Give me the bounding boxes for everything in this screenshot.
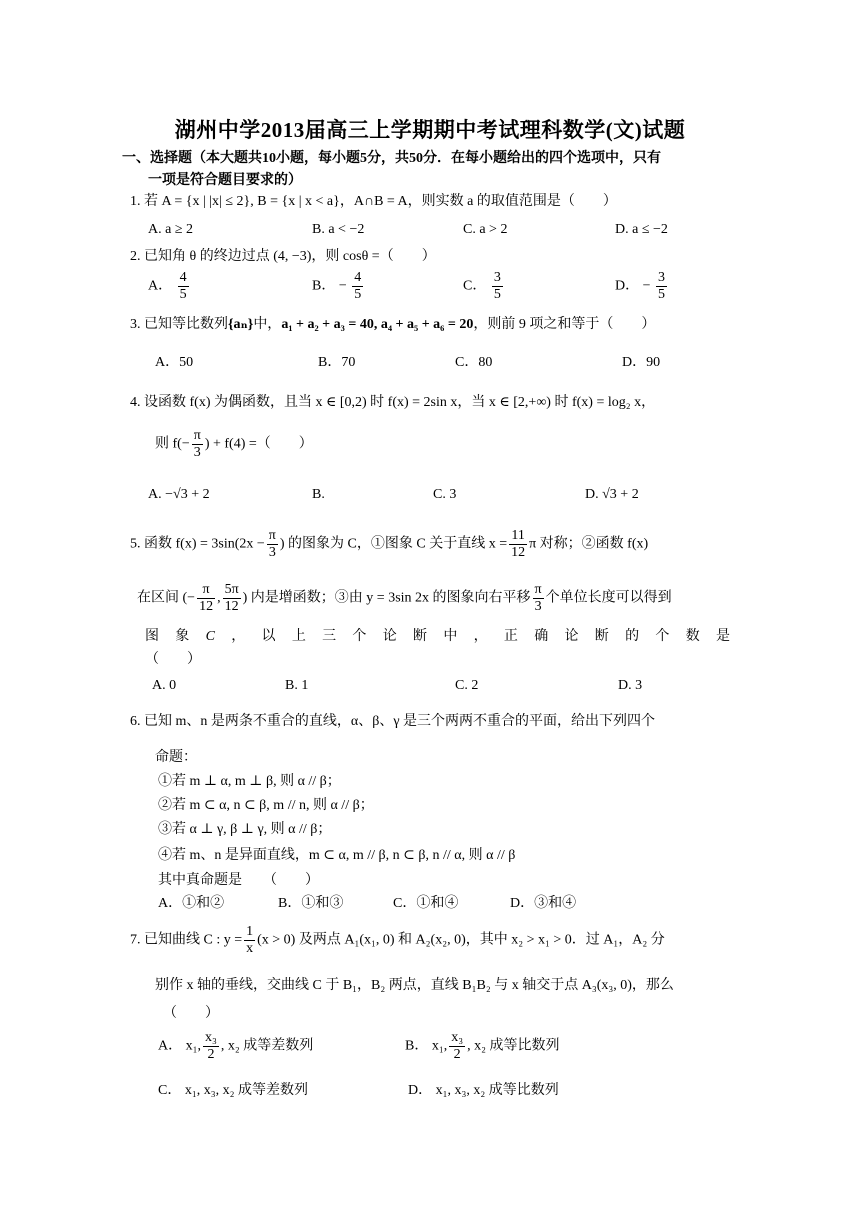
q5-l2-den2: 12 <box>223 598 241 615</box>
q1-stem: 1. 若 A = {x | |x| ≤ 2}, B = {x | x < a}，A∩B = A，则实数 a 的取值范围是（ ） <box>130 194 617 209</box>
q3-option-b: B．70 <box>318 355 356 370</box>
q7-l1-a: 7. 已知曲线 C : y = <box>130 932 243 948</box>
q5-l3-w4: 以 <box>261 629 276 644</box>
q3-option-a: A．50 <box>155 355 194 370</box>
q5-l3-w9: 断 <box>413 629 428 644</box>
q5-l3-w8: 论 <box>382 629 397 644</box>
q1-option-c: C. a > 2 <box>463 222 508 237</box>
q4-fraction <box>192 428 203 461</box>
q7-a-post: , x₂ 成等差数列 <box>220 1038 314 1054</box>
q7-b-fraction <box>449 1030 465 1063</box>
q7-b-den: 2 <box>449 1046 465 1063</box>
q5-l2-fraction3 <box>533 582 544 615</box>
q7-line3: （ ） <box>163 1006 219 1021</box>
q6-proposition-4: ④若 m、n 是异面直线，m ⊂ α, m // β, n ⊂ β, n // α, 则 α // β <box>158 848 516 863</box>
q2-a-label: A． <box>148 278 173 294</box>
q5-l1-fraction <box>267 528 278 561</box>
q5-l3-w14: 论 <box>564 629 579 644</box>
q3-option-c: C．80 <box>455 355 493 370</box>
q5-l3-w15: 断 <box>594 629 609 644</box>
q5-l3-w1: 象 <box>175 629 190 644</box>
q3-option-d: D．90 <box>622 355 661 370</box>
q2-option-a <box>148 270 191 303</box>
q7-b-num: x₃ <box>451 1030 464 1045</box>
q2-option-b <box>312 270 365 303</box>
q3-stem <box>130 315 655 335</box>
q2-c-num: 3 <box>493 270 501 285</box>
q5-option-a: A. 0 <box>152 678 177 693</box>
q6-stem-line2: 命题： <box>155 750 197 765</box>
q1-option-b: B. a < −2 <box>312 222 365 237</box>
q5-l3-w13: 确 <box>534 629 549 644</box>
q1-option-d: D. a ≤ −2 <box>615 222 668 237</box>
q4-option-b: B. <box>312 487 325 502</box>
q4-option-c: C. 3 <box>433 487 457 502</box>
q7-a-num: x₃ <box>205 1030 217 1045</box>
q3-stem-e: ，则前 9 项之和等于（ ） <box>473 317 656 332</box>
q3-condition: a₁ + a₂ + a₃ = 40, a₄ + a₅ + a₆ = 20 <box>281 317 474 332</box>
q2-option-d <box>615 270 669 303</box>
q5-l3-w11: ， <box>473 629 488 644</box>
q7-line2: 别作 x 轴的垂线，交曲线 C 于 B₁，B₂ 两点，直线 B₁B₂ 与 x 轴交于点 A₃(x₃, 0)，那么 <box>155 978 674 993</box>
q5-l2-num: π <box>202 582 210 597</box>
q6-option-d: D．③和④ <box>510 896 577 911</box>
q6-option-c: C．①和④ <box>393 896 459 911</box>
q3-stem-a: 3. 已知等比数列 <box>130 317 228 332</box>
q5-l3-w0: 图 <box>145 629 159 644</box>
q2-a-den: 5 <box>179 287 187 302</box>
q5-l2-a: 在区间 (− <box>137 590 196 606</box>
q2-d-fraction <box>656 270 667 303</box>
q7-b-post: , x₂ 成等比数列 <box>467 1038 560 1054</box>
q5-l3-w12: 正 <box>503 629 518 644</box>
q6-proposition-1: ①若 m ⊥ α, m ⊥ β, 则 α // β； <box>158 774 341 789</box>
q2-d-label: D． − <box>615 278 651 294</box>
q7-line1 <box>130 924 665 957</box>
q6-option-a: A．①和② <box>158 896 225 911</box>
q7-option-c: C． x₁, x₃, x₂ 成等差数列 <box>158 1083 308 1098</box>
q5-l1-c: π 对称；②函数 f(x) <box>529 536 649 552</box>
q5-l3-w5: 上 <box>291 629 306 644</box>
q5-l2-fraction2 <box>223 582 241 615</box>
q2-c-den: 5 <box>493 287 501 302</box>
q5-l3-w10: 中 <box>443 629 458 644</box>
q5-l1-fraction2 <box>509 528 527 561</box>
section-heading-line2: 一项是符合题目要求的） <box>148 173 302 188</box>
q5-l2-num2: 5π <box>224 582 239 597</box>
q2-b-den: 5 <box>354 287 362 302</box>
q2-d-den: 5 <box>658 287 666 302</box>
q2-b-fraction <box>352 270 363 303</box>
q5-l3-w2: C <box>205 629 215 644</box>
q4-option-d: D. √3 + 2 <box>585 487 639 502</box>
q5-option-c: C. 2 <box>455 678 479 693</box>
q2-a-num: 4 <box>179 270 187 285</box>
q5-line1 <box>130 528 648 561</box>
q6-stem: 6. 已知 m、n 是两条不重合的直线，α、β、γ 是三个两两不重合的平面，给出下列四个 <box>130 714 656 729</box>
q2-option-c <box>463 270 505 303</box>
q5-option-d: D. 3 <box>618 678 643 693</box>
q5-line3 <box>145 627 730 647</box>
q4-stem-line2 <box>155 428 313 461</box>
q5-l3-w6: 三 <box>322 629 337 644</box>
q2-c-label: C． <box>463 278 487 294</box>
q4-l2-a: 则 f(− <box>155 436 190 452</box>
q4-stem: 4. 设函数 f(x) 为偶函数，且当 x ∈ [0,2) 时 f(x) = 2sin x，当 x ∈ [2,+∞) 时 f(x) = log₂ x， <box>130 395 656 410</box>
q5-l2-b: , <box>217 590 221 606</box>
q5-l2-num3: π <box>534 582 542 597</box>
q5-line4: （ ） <box>145 652 201 667</box>
q5-line2 <box>137 582 672 615</box>
q5-l1-num2: 11 <box>511 528 525 543</box>
q7-l1-num: 1 <box>246 924 254 939</box>
q2-a-fraction <box>178 270 189 303</box>
q3-stem-c: 中， <box>253 317 282 332</box>
q5-l2-den3: 3 <box>533 598 544 615</box>
q5-l2-d: 个单位长度可以得到 <box>545 590 672 606</box>
q7-option-a <box>158 1030 313 1063</box>
q5-l3-w7: 个 <box>352 629 367 644</box>
q3-sequence: {aₙ} <box>228 317 254 332</box>
q6-proposition-2: ②若 m ⊂ α, n ⊂ β, m // n, 则 α // β； <box>158 798 374 813</box>
q6-option-b: B．①和③ <box>278 896 344 911</box>
q5-l3-w17: 个 <box>655 629 670 644</box>
q7-a-den: 2 <box>203 1046 219 1063</box>
q1-option-a: A. a ≥ 2 <box>148 222 194 237</box>
exam-title: 湖州中学2013届高三上学期期中考试理科数学(文)试题 <box>174 118 686 142</box>
q5-option-b: B. 1 <box>285 678 309 693</box>
q7-a-fraction <box>203 1030 219 1063</box>
q5-l2-fraction <box>197 582 215 615</box>
q7-option-d: D． x₁, x₃, x₂ 成等比数列 <box>408 1083 559 1098</box>
q5-l3-w18: 数 <box>685 629 700 644</box>
q4-option-a: A. −√3 + 2 <box>148 487 210 502</box>
q7-l1-fraction <box>244 924 255 957</box>
q2-d-num: 3 <box>658 270 666 285</box>
q5-l1-b: ) 的图象为 C，①图象 C 关于直线 x = <box>279 536 508 552</box>
q2-b-label: B． − <box>312 278 347 294</box>
q5-l3-w19: 是 <box>715 629 730 644</box>
q7-l1-b: (x > 0) 及两点 A₁(x₁, 0) 和 A₂(x₂, 0)，其中 x₂ > x₁ > 0．过 A₁，A₂ 分 <box>257 932 665 948</box>
q5-l3-w16: 的 <box>625 629 640 644</box>
q5-l2-den: 12 <box>199 599 214 614</box>
q5-l3-w3: ， <box>231 629 246 644</box>
q5-l1-den: 3 <box>267 544 278 561</box>
q4-den: 3 <box>192 444 203 461</box>
q6-true-prompt: 其中真命题是 （ ） <box>158 873 319 888</box>
q7-option-b <box>405 1030 560 1063</box>
section-heading-line1: 一、选择题（本大题共10小题，每小题5分，共50分．在每小题给出的四个选项中，只有 <box>122 151 661 166</box>
q7-a-pre: A． x₁, <box>158 1038 201 1054</box>
q2-c-fraction <box>492 270 503 303</box>
q7-l1-den: x <box>246 941 254 956</box>
q6-proposition-3: ③若 α ⊥ γ, β ⊥ γ, 则 α // β； <box>158 822 332 837</box>
q2-stem: 2. 已知角 θ 的终边过点 (4, −3)，则 cosθ =（ ） <box>130 249 436 264</box>
q5-l1-a: 5. 函数 f(x) = 3sin(2x − <box>130 536 265 552</box>
q5-l1-den2: 12 <box>511 545 526 560</box>
q5-l1-num: π <box>268 528 276 543</box>
q7-b-pre: B． x₁, <box>405 1038 448 1054</box>
q4-l2-b: ) + f(4) =（ ） <box>204 436 313 452</box>
q2-b-num: 4 <box>354 270 362 285</box>
q4-num: π <box>193 428 201 443</box>
q5-l2-c: ) 内是增函数；③由 y = 3sin 2x 的图象向右平移 <box>242 590 531 606</box>
